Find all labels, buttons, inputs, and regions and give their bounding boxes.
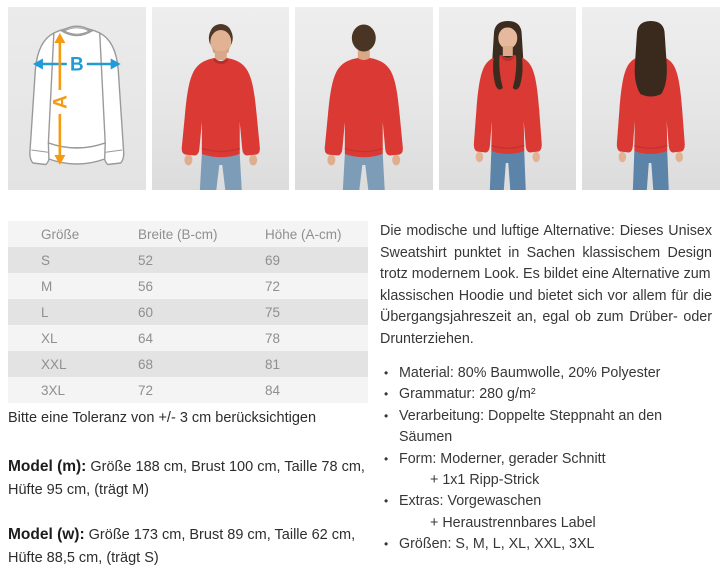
table-row bbox=[8, 351, 368, 377]
cell-size: L bbox=[41, 304, 49, 320]
description-line-2: klassischen Hoodie und bietet sich vor allem für die Übergangsjahreszeit an, egal ob zum Drüber- oder Drunterziehen. bbox=[380, 287, 712, 347]
feature-list bbox=[380, 363, 712, 556]
description-paragraph bbox=[380, 221, 712, 286]
list-item-material: • Material: 80% Baumwolle, 20% Polyester bbox=[380, 363, 712, 384]
cell-hoehe: 84 bbox=[265, 382, 281, 398]
male-back-figure-icon bbox=[295, 7, 433, 190]
size-table-header-row bbox=[8, 221, 368, 247]
list-item-groessen: • Größen: S, M, L, XL, XXL, 3XL bbox=[380, 534, 712, 555]
list-item-form: • Form: Moderner, gerader Schnitt bbox=[380, 449, 712, 470]
cell-size: S bbox=[41, 252, 51, 268]
description-column bbox=[380, 221, 712, 556]
cell-hoehe: 78 bbox=[265, 330, 281, 346]
cell-size: XL bbox=[41, 330, 58, 346]
male-model-front-photo bbox=[152, 7, 290, 190]
cell-hoehe: 81 bbox=[265, 356, 281, 372]
list-item-label: + Heraustrennbares Label bbox=[430, 514, 596, 531]
tolerance-note: Bitte eine Toleranz von +/- 3 cm berücksichtigen bbox=[8, 410, 317, 426]
female-back-figure-icon bbox=[582, 7, 720, 190]
female-model-back-photo bbox=[582, 7, 720, 190]
female-front-figure-icon bbox=[439, 7, 577, 190]
description-line-1: Die modische und luftige Alternative: Dieses Unisex Sweatshirt punktet in Sachen klassischem Design trotz modernem Look. Es bildet eine Alternative zum bbox=[380, 223, 712, 282]
table-row bbox=[8, 325, 368, 351]
product-image-gallery bbox=[0, 0, 720, 190]
table-row bbox=[8, 247, 368, 273]
cell-breite: 56 bbox=[138, 278, 154, 294]
cell-hoehe: 69 bbox=[265, 252, 281, 268]
height-label-a: A bbox=[50, 95, 72, 109]
list-item-grammatur: • Grammatur: 280 g/m² bbox=[380, 384, 712, 405]
list-item-extras: • Extras: Vorgewaschen bbox=[380, 491, 712, 512]
product-details-section bbox=[0, 190, 720, 570]
cell-size: XXL bbox=[41, 356, 67, 372]
female-model-front-photo bbox=[439, 7, 577, 190]
table-row bbox=[8, 273, 368, 299]
cell-breite: 72 bbox=[138, 382, 154, 398]
model-w-label: Model (w): bbox=[8, 526, 85, 543]
size-table bbox=[8, 221, 368, 403]
model-w-text: Größe 173 cm, Brust 89 cm, Taille 62 cm, Hüfte 88,5 cm, (trägt S) bbox=[8, 527, 356, 566]
sweatshirt-measurement-diagram-icon bbox=[8, 7, 146, 190]
male-front-figure-icon bbox=[152, 7, 290, 190]
cell-breite: 68 bbox=[138, 356, 154, 372]
col-header-breite: Breite (B-cm) bbox=[138, 226, 218, 242]
cell-breite: 60 bbox=[138, 304, 154, 320]
width-label-b: B bbox=[69, 54, 84, 76]
col-header-groesse: Größe bbox=[41, 226, 80, 242]
description-paragraph-2 bbox=[380, 286, 712, 351]
cell-hoehe: 72 bbox=[265, 278, 281, 294]
cell-breite: 52 bbox=[138, 252, 154, 268]
list-item-ripp-strick: + 1x1 Ripp-Strick bbox=[430, 472, 540, 489]
male-model-back-photo bbox=[295, 7, 433, 190]
cell-size: 3XL bbox=[41, 382, 66, 398]
list-item-verarbeitung: • Verarbeitung: Doppelte Steppnaht an den Säumen bbox=[380, 406, 712, 449]
table-row bbox=[8, 299, 368, 325]
model-m-label: Model (m): bbox=[8, 458, 87, 475]
cell-size: M bbox=[41, 278, 53, 294]
cell-hoehe: 75 bbox=[265, 304, 281, 320]
size-info-column bbox=[8, 221, 368, 570]
cell-breite: 64 bbox=[138, 330, 154, 346]
table-row bbox=[8, 377, 368, 403]
size-diagram-image bbox=[8, 7, 146, 190]
model-m-info bbox=[8, 455, 368, 502]
model-m-text: Größe 188 cm, Brust 100 cm, Taille 78 cm, Hüfte 95 cm, (trägt M) bbox=[8, 459, 365, 498]
col-header-hoehe: Höhe (A-cm) bbox=[265, 226, 342, 242]
model-w-info bbox=[8, 523, 368, 570]
